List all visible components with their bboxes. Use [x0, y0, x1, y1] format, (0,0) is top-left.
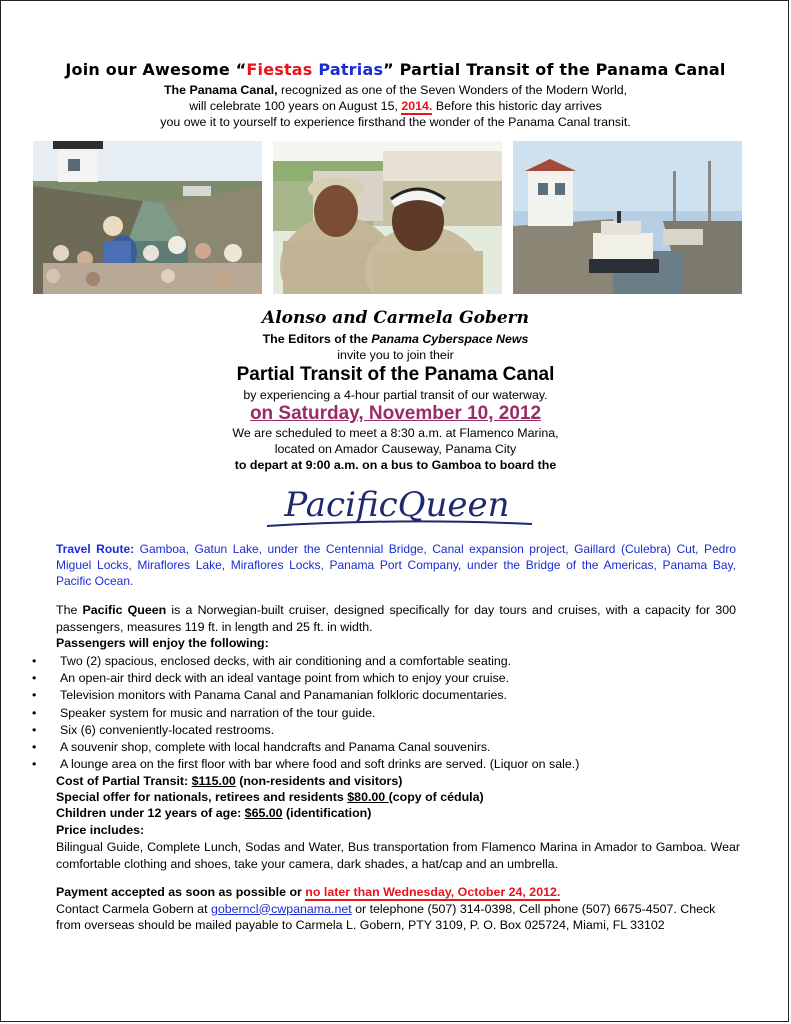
list-item: • Two (2) spacious, enclosed decks, with air conditioning and a comfortable seating. — [30, 653, 750, 670]
departure-line: to depart at 9:00 a.m. on a bus to Gamboa to board the — [234, 458, 557, 472]
pacific-queen-logo — [247, 478, 547, 536]
photo-pacific-queen-locks — [513, 141, 742, 294]
pacific-queen-logo-text: PacificQueen — [284, 485, 510, 525]
enjoy-heading: Passengers will enjoy the following: — [56, 636, 269, 650]
special-label: Special offer for nationals, retirees and residents — [56, 790, 348, 805]
headline-patrias: Patrias — [318, 60, 384, 79]
ship-name: Pacific Queen — [82, 603, 167, 617]
intro-line2-post: Before this historic day arrives — [432, 99, 602, 113]
ship-description — [56, 602, 736, 652]
cost-value: $115.00 — [191, 774, 236, 788]
photo-canal-locks-tourists — [33, 141, 262, 294]
cost-note: (non-residents and visitors) — [235, 774, 403, 788]
list-item: • An open-air third deck with an ideal vantage point from which to enjoy your cruise. — [30, 670, 750, 687]
contact-post: or telephone (507) 314-0398, Cell phone (507) 6675-4507. Check from overseas should be mailed payable to Carmela L. Gobern, PTY 3109, P. O. Box 025724, Miami, FL 33102 — [56, 901, 716, 932]
headline-post: ” Partial Transit of the Panama Canal — [383, 60, 726, 79]
invitation-block — [0, 331, 791, 473]
children-label: Children under 12 years of age: — [56, 806, 245, 821]
list-item: • Television monitors with Panama Canal and Panamanian folkloric documentaries. — [30, 687, 750, 704]
intro-line3: you owe it to yourself to experience firsthand the wonder of the Panama Canal transit. — [160, 115, 631, 129]
route-label: Travel Route: — [56, 542, 135, 556]
headline-pre: Join our Awesome “ — [65, 60, 247, 79]
list-item: • Speaker system for music and narration of the tour guide. — [30, 705, 750, 722]
payment-deadline: no later than Wednesday, October 24, 2012. — [305, 885, 561, 899]
cost-label: Cost of Partial Transit: — [56, 774, 192, 788]
event-date: on Saturday, November 10, 2012 — [249, 403, 542, 424]
includes-text: Bilingual Guide, Complete Lunch, Sodas and Water, Bus transportation from Flamenco Marina in Amador to Gamboa. Wear comfortable clothing and shoes, take your camera, dark shades, a hat/cap and an umbrella. — [56, 840, 740, 871]
photo-alonso-and-carmela — [273, 141, 502, 294]
host-names: Alonso and Carmela Gobern — [262, 308, 529, 328]
intro-year: 2014. — [401, 99, 433, 113]
invite-line: invite you to join their — [337, 348, 454, 362]
meeting-location: located on Amador Causeway, Panama City — [274, 442, 517, 456]
special-note: (copy of cédula) — [388, 790, 484, 805]
event-title: Partial Transit of the Panama Canal — [236, 364, 555, 385]
headline — [0, 60, 791, 79]
children-value: $65.00 — [244, 806, 283, 821]
editors-pre: The Editors of the — [262, 332, 372, 346]
experience-line: by experiencing a 4-hour partial transit of our waterway. — [243, 388, 548, 402]
payment-label: Payment accepted as soon as possible or — [56, 885, 306, 899]
travel-route — [56, 541, 736, 589]
intro-paragraph — [0, 82, 791, 130]
special-value: $80.00 — [347, 790, 389, 805]
includes-label: Price includes: — [56, 822, 145, 837]
payment-info — [56, 884, 740, 934]
list-item: • Six (6) conveniently-located restrooms. — [30, 722, 750, 739]
route-text: Gamboa, Gatun Lake, under the Centennial Bridge, Canal expansion project, Gaillard (Culebra) Cut, Pedro Miguel Locks, Miraflores Lake, Miraflores Locks, Panama Port Company, under the Bridge of the Americas, Panama Bay, Pacific Ocean. — [56, 542, 736, 588]
pricing — [56, 773, 746, 838]
children-note: (identification) — [282, 806, 372, 821]
list-item: • A lounge area on the first floor with bar where food and soft drinks are served. (Liquor on sale.) — [30, 756, 750, 773]
amenities-list — [30, 653, 750, 773]
intro-line2-pre: will celebrate 100 years on August 15, — [189, 99, 402, 113]
contact-pre: Contact Carmela Gobern at — [56, 901, 211, 916]
meeting-time: We are scheduled to meet a 8:30 a.m. at Flamenco Marina, — [232, 426, 559, 440]
list-item: • A souvenir shop, complete with local handcrafts and Panama Canal souvenirs. — [30, 739, 750, 756]
desc-pre: The — [56, 603, 83, 617]
email-link[interactable]: goberncl@cwpanama.net — [210, 901, 352, 916]
intro-line1: recognized as one of the Seven Wonders of the Modern World, — [277, 83, 628, 97]
desc-post: is a Norwegian-built cruiser, designed specifically for day tours and cruises, with a capacity for 300 passengers, measures 119 ft. in length and 25 ft. in width. — [56, 603, 736, 634]
intro-lead: The Panama Canal, — [163, 83, 278, 97]
headline-fiestas: Fiestas — [246, 60, 313, 79]
publication-name: Panama Cyberspace News — [371, 332, 529, 346]
